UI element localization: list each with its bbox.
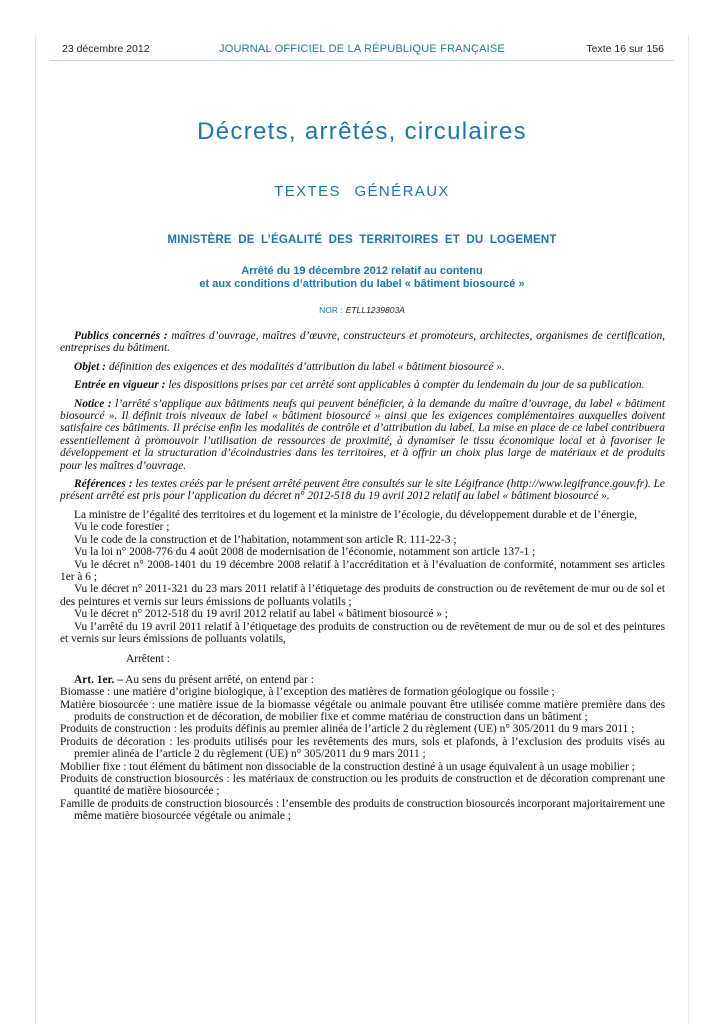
vu-item: Vu le décret n° 2012-518 du 19 avril 2012 relatif au label « bâtiment biosourcé » ; [74,608,448,621]
definition-item: Produits de construction : les produits définis au premier alinéa de l’article 2 du règlement (UE) n° 305/2011 du 9 mars 2011 ; [60,723,635,736]
arrete-title [0,265,724,291]
header-text-ref: Texte 16 sur 156 [586,43,664,55]
nor-label: NOR : [319,305,343,315]
arrete-line-1: Arrêté du 19 décembre 2012 relatif au contenu [241,265,483,277]
definition-item: Famille de produits de construction biosourcés : l’ensemble des produits de construction biosourcés incorporant majoritairement une même matière biosourcée végétale ou animale ; [60,797,665,823]
nor-reference [0,305,724,315]
arrete-line-2: et aux conditions d’attribution du label « bâtiment biosourcé » [199,278,525,290]
article-1-label: Art. 1er. – [74,673,123,686]
summary-references: Références : les textes créés par le présent arrêté peuvent être consultés sur le site Légifrance (http://www.legifrance.gouv.fr). Le présent arrêté est pris pour l’application du décret n° 2012-518 du 19 avril 2012 relatif au label « bâtiment biosourcé ». [60,478,665,503]
arretent: Arrêtent : [126,653,170,666]
header-journal: JOURNAL OFFICIEL DE LA RÉPUBLIQUE FRANÇAISE [219,43,505,55]
definition-item: Biomasse : une matière d’origine biologique, à l’exception des matières de formation géologique ou fossile ; [60,686,555,699]
summary-entree: Entrée en vigueur : les dispositions prises par cet arrêté sont applicables à compter du lendemain du jour de sa publication. [74,379,645,392]
document-body [60,330,665,823]
vu-item: Vu l’arrêté du 19 avril 2011 relatif à l’étiquetage des produits de construction ou de revêtement de mur ou de sol et des peintures et vernis sur leurs émissions de polluants volatils, [60,620,665,645]
running-header [50,38,674,61]
preamble-intro: La ministre de l’égalité des territoires et du logement et la ministre de l’écologie, du développement durable et de l’énergie, [74,508,638,521]
definition-item: Produits de décoration : les produits utilisés pour les revêtements des murs, sols et plafonds, à l’exclusion des produits visés au premier alinéa de l’article 2 du règlement (UE) n° 305/2011 du 9 mars 2011 ; [60,735,665,761]
header-date: 23 décembre 2012 [62,43,150,55]
vu-item: Vu le code forestier ; [74,521,170,534]
summary-objet: Objet : définition des exigences et des modalités d’attribution du label « bâtiment biosourcé ». [74,360,505,373]
vu-item: Vu la loi n° 2008-776 du 4 août 2008 de modernisation de l’économie, notamment son article 137-1 ; [74,546,536,559]
summary-notice: Notice : l’arrêté s’applique aux bâtiments neufs qui peuvent bénéficier, à la demande du maître d’ouvrage, du label « bâtiment biosourcé ». Il définit trois niveaux de label « bâtiment biosourcé » ainsi que les exigences complémentaires auxquelles doivent satisfaire ces bâtiments. Il précise enfin les modalités de contrôle et d’attribution du label. La mise en place de ce label contribuera essentiellement à promouvoir l’utilisation de ressources de proximité, à dynamiser le tissu économique local et à favoriser le développement et la structuration d’écoindustries dans les territoires, et à offrir un choix plus large de matériaux et de produits pour les maîtres d’ouvrage. [60,397,665,472]
summary-publics: Publics concernés : maîtres d’ouvrage, maîtres d’œuvre, constructeurs et promoteurs, architectes, organismes de certification, entreprises du bâtiment. [60,330,665,355]
nor-value: ETLL1239803A [345,305,405,315]
definition-item: Produits de construction biosourcés : les matériaux de construction ou les produits de construction et de décoration comprenant une quantité de matière biosourcée ; [60,773,665,798]
vu-item: Vu le décret n° 2008-1401 du 19 décembre 2008 relatif à l’accréditation et à l’évaluation de conformité, notamment ses articles 1er à 6 ; [60,558,665,583]
definition-item: Matière biosourcée : une matière issue de la biomasse végétale ou animale pouvant être utilisée comme matière première dans des produits de construction et de décoration, de mobilier fixe et comme matériau de construction dans un bâtiment ; [60,698,665,723]
article-1-intro: Art. 1er. – Au sens du présent arrêté, on entend par : [74,673,314,686]
section-title: TEXTES GÉNÉRAUX [274,183,450,200]
definition-item: Mobilier fixe : tout élément du bâtiment non dissociable de la construction destiné à un usage équivalent à un usage mobilier ; [60,760,635,773]
page-title: Décrets, arrêtés, circulaires [197,118,527,145]
vu-item: Vu le code de la construction et de l’habitation, notamment son article R. 111-22-3 ; [74,533,457,546]
ministry-title: MINISTÈRE DE L’ÉGALITÉ DES TERRITOIRES ET DU LOGEMENT [167,234,557,246]
vu-item: Vu le décret n° 2011-321 du 23 mars 2011 relatif à l’étiquetage des produits de construction ou de revêtement de mur ou de sol et des peintures et vernis sur leurs émissions de polluants volatils ; [60,583,665,608]
